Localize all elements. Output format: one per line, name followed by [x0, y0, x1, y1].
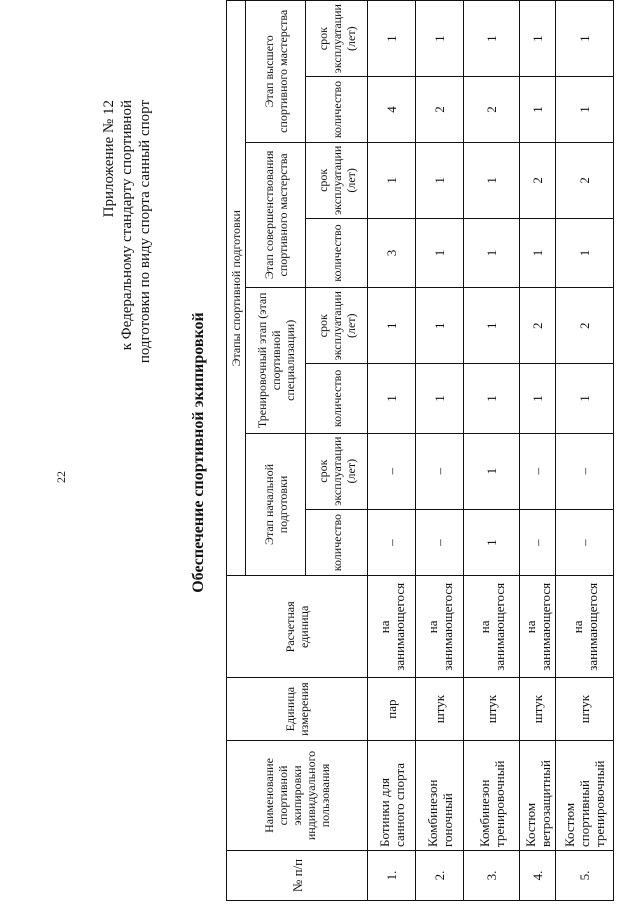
header-qty: количество	[306, 364, 368, 433]
cell-value: 1	[464, 1, 520, 77]
cell-value: 1	[416, 142, 464, 218]
header-name: Наименование спортивной экипировки индивидуального пользования	[227, 740, 368, 850]
table-row	[416, 1, 464, 901]
header-qty: количество	[306, 218, 368, 287]
header-stage-3: Этап совершенствования спортивного мастерства	[246, 142, 306, 287]
row-unit: пар	[368, 678, 416, 741]
cell-value: 1	[556, 364, 614, 433]
cell-value: 2	[464, 77, 520, 142]
row-item-name: Костюм ветрозащитный	[520, 740, 556, 850]
header-stages: Этапы спортивной подготовки	[227, 1, 246, 576]
cell-value: 1	[416, 218, 464, 287]
equipment-table	[226, 0, 614, 901]
cell-value: –	[368, 509, 416, 576]
row-item-name: Комбинезон гоночный	[416, 740, 464, 850]
page-number: 22	[54, 471, 68, 483]
cell-value: 1	[416, 1, 464, 77]
row-num: 3.	[464, 850, 520, 900]
cell-value: 1	[520, 77, 556, 142]
row-num: 5.	[556, 850, 614, 900]
cell-value: 2	[556, 142, 614, 218]
header-unit: Единица измерения	[227, 678, 368, 741]
annex-header	[100, 100, 154, 530]
header-life: срок эксплуатации (лет)	[306, 1, 368, 77]
header-num: № п/п	[227, 850, 368, 900]
cell-value: 4	[368, 77, 416, 142]
header-stage-2: Тренировочный этап (этап спортивной специализации)	[246, 288, 306, 433]
cell-value: 1	[464, 509, 520, 576]
cell-value: 1	[416, 288, 464, 364]
cell-value: 3	[368, 218, 416, 287]
row-item-name: Комбинезон тренировочный	[464, 740, 520, 850]
row-calc: на занимающегося	[464, 576, 520, 678]
cell-value: –	[556, 509, 614, 576]
row-unit: штук	[556, 678, 614, 741]
header-stage-1: Этап начальной подготовки	[246, 433, 306, 576]
header-qty: количество	[306, 77, 368, 142]
table-row	[368, 1, 416, 901]
cell-value: –	[556, 433, 614, 509]
cell-value: 1	[416, 364, 464, 433]
cell-value: 1	[464, 218, 520, 287]
header-life: срок эксплуатации (лет)	[306, 433, 368, 509]
cell-value: 1	[464, 364, 520, 433]
row-unit: штук	[464, 678, 520, 741]
row-item-name: Костюм спортивный тренировочный	[556, 740, 614, 850]
header-qty: количество	[306, 509, 368, 576]
cell-value: 1	[368, 364, 416, 433]
cell-value: 2	[416, 77, 464, 142]
cell-value: –	[416, 433, 464, 509]
annex-line-2: к Федеральному стандарту спортивной	[119, 100, 135, 351]
cell-value: 1	[368, 288, 416, 364]
cell-value: 1	[464, 142, 520, 218]
row-calc: на занимающегося	[556, 576, 614, 678]
cell-value: 2	[520, 142, 556, 218]
row-unit: штук	[520, 678, 556, 741]
cell-value: 1	[368, 1, 416, 77]
row-unit: штук	[416, 678, 464, 741]
annex-line-1: Приложение № 12	[101, 100, 117, 218]
cell-value: 2	[556, 288, 614, 364]
row-num: 2.	[416, 850, 464, 900]
row-item-name: Ботинки для санного спорта	[368, 740, 416, 850]
table-row	[520, 1, 556, 901]
row-calc: на занимающегося	[520, 576, 556, 678]
row-num: 1.	[368, 850, 416, 900]
document-title: Обеспечение спортивной экипировкой	[190, 312, 207, 593]
row-calc: на занимающегося	[416, 576, 464, 678]
cell-value: 1	[556, 1, 614, 77]
table-row	[464, 1, 520, 901]
header-stage-4: Этап высшего спортивного мастерства	[246, 1, 306, 143]
cell-value: 1	[520, 218, 556, 287]
cell-value: –	[368, 433, 416, 509]
cell-value: 1	[464, 288, 520, 364]
cell-value: –	[520, 509, 556, 576]
table-row	[556, 1, 614, 901]
header-life: срок эксплуатации (лет)	[306, 142, 368, 218]
header-life: срок эксплуатации (лет)	[306, 288, 368, 364]
row-num: 4.	[520, 850, 556, 900]
cell-value: 1	[556, 77, 614, 142]
cell-value: 1	[464, 433, 520, 509]
cell-value: 1	[520, 1, 556, 77]
header-calc: Расчетная единица	[227, 576, 368, 678]
cell-value: 1	[520, 364, 556, 433]
cell-value: –	[416, 509, 464, 576]
annex-line-3: подготовки по виду спорта санный спорт	[137, 100, 153, 364]
cell-value: 1	[368, 142, 416, 218]
cell-value: 2	[520, 288, 556, 364]
cell-value: –	[520, 433, 556, 509]
cell-value: 1	[556, 218, 614, 287]
row-calc: на занимающегося	[368, 576, 416, 678]
